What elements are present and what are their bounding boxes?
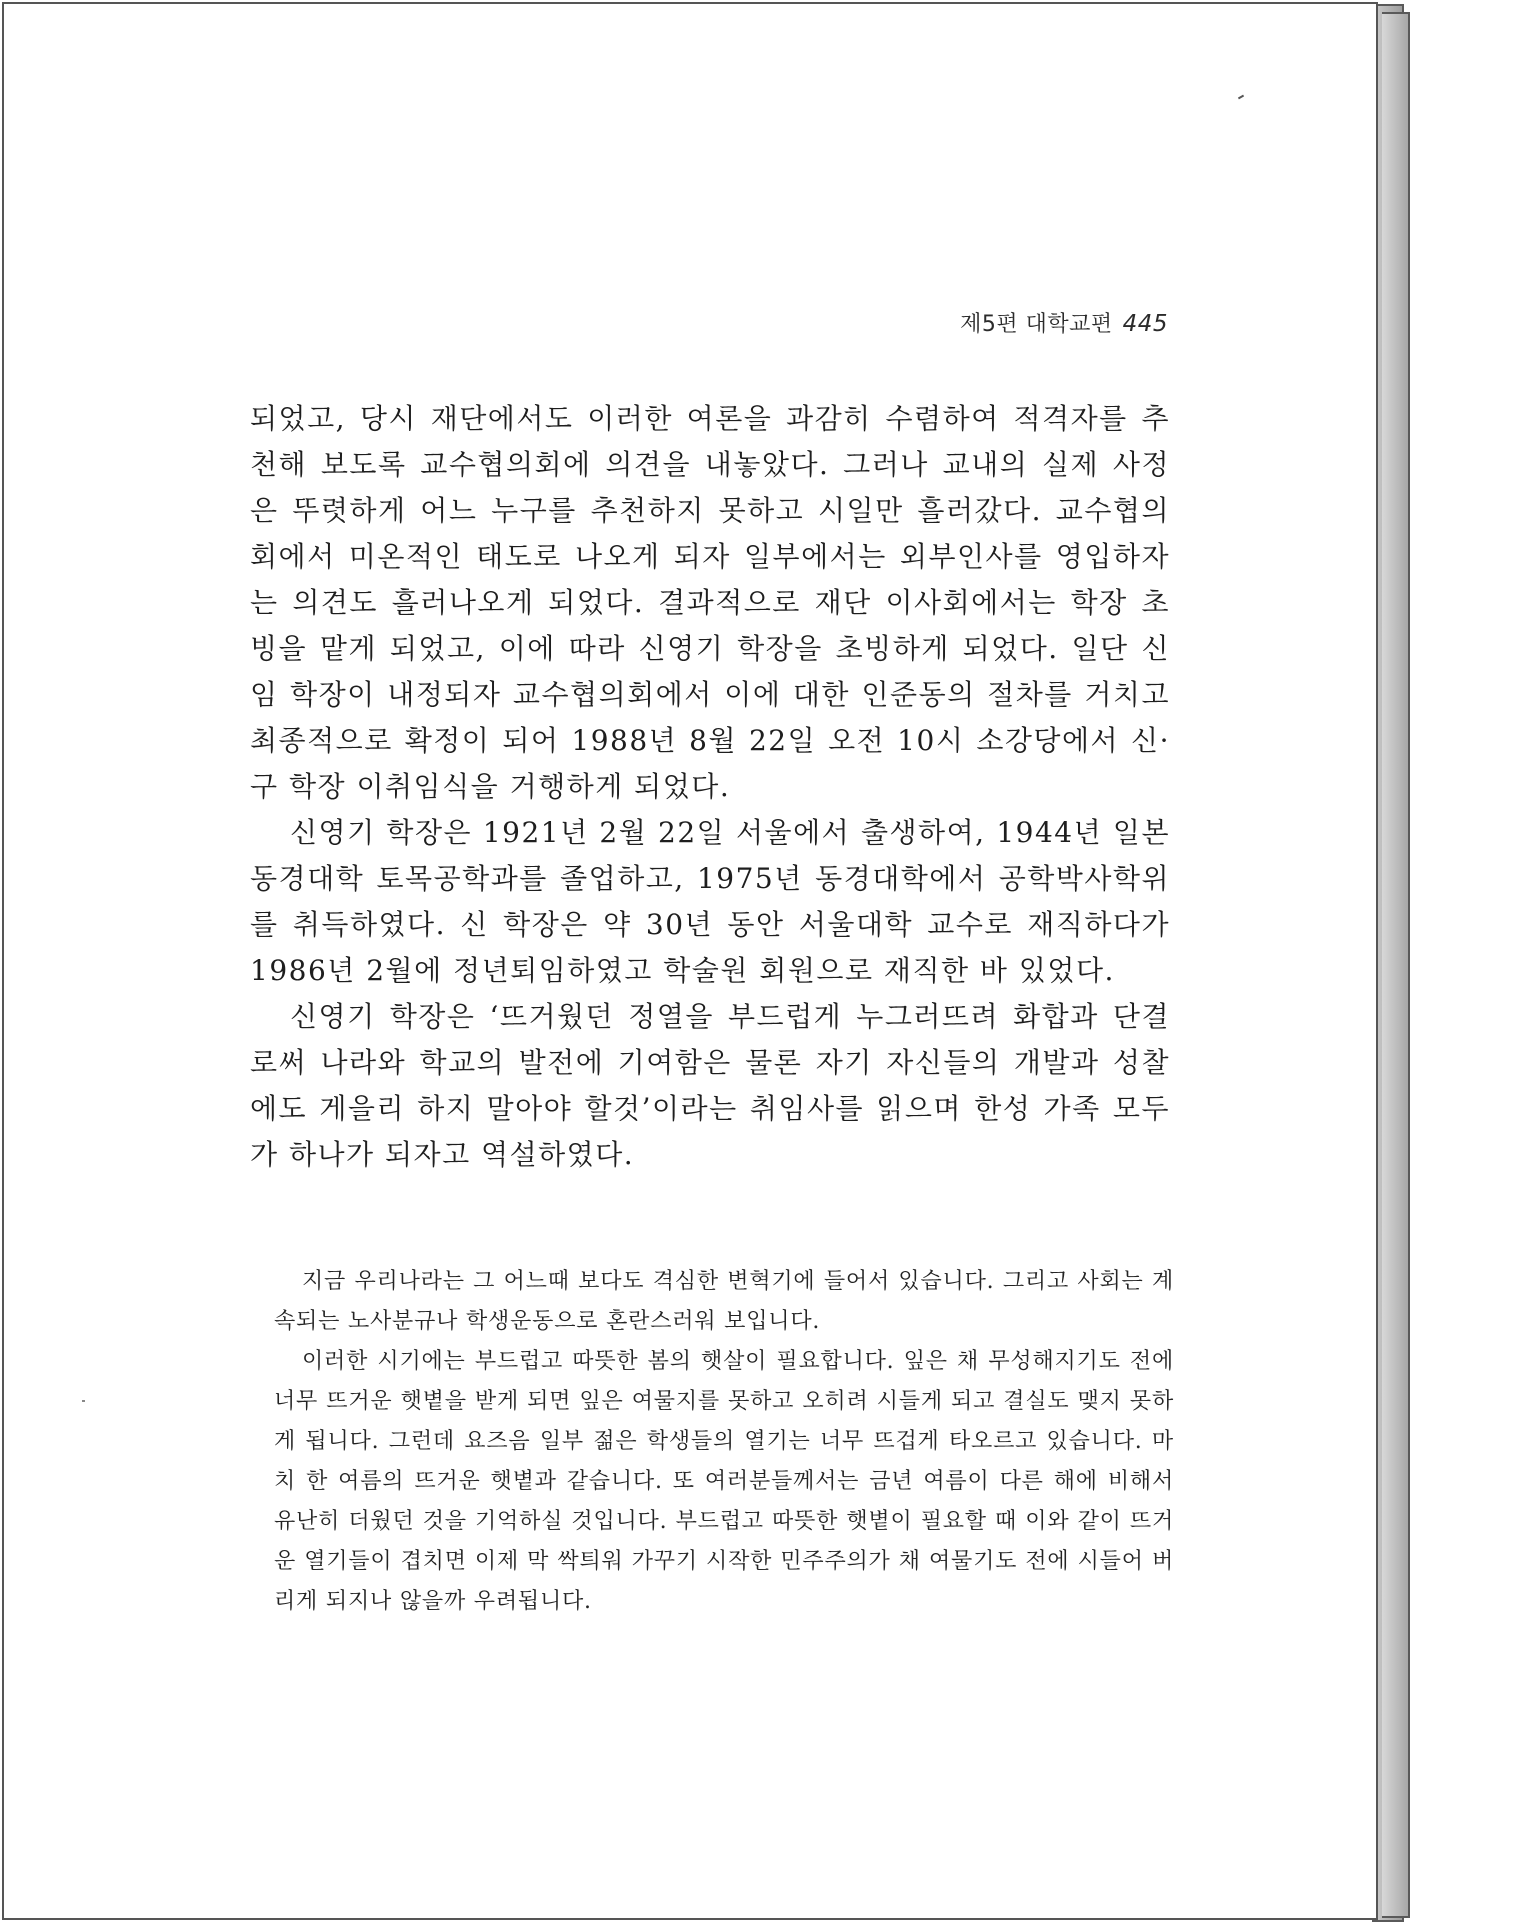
running-header [960,307,1168,338]
main-text [250,396,1170,1178]
scan-speck [1238,95,1244,100]
body-paragraph: 신영기 학장은 ‘뜨거웠던 정열을 부드럽게 누그러뜨려 화합과 단결로써 나라와 학교의 발전에 기여함은 물론 자기 자신들의 개발과 성찰에도 게을리 하지 말아야 할것’이라는 취임사를 읽으며 한성 가족 모두가 하나가 되자고 역설하였다. [250,1000,1170,1171]
body-paragraph: 되었고, 당시 재단에서도 이러한 여론을 과감히 수렴하여 적격자를 추천해 보도록 교수협의회에 의견을 내놓았다. 그러나 교내의 실제 사정은 뚜렷하게 어느 누구를 추천하지 못하고 시일만 흘러갔다. 교수협의회에서 미온적인 태도로 나오게 되자 일부에서는 외부인사를 영입하자는 의견도 흘러나오게 되었다. 결과적으로 재단 이사회에서는 학장 초빙을 맡게 되었고, 이에 따라 신영기 학장을 초빙하게 되었다. 일단 신임 학장이 내정되자 교수협의회에서 이에 대한 인준동의 절차를 거치고 최종적으로 확정이 되어 1988년 8월 22일 오전 10시 소강당에서 신·구 학장 이취임식을 거행하게 되었다. [250,402,1170,803]
speech-quote [274,1262,1174,1622]
section-title: 제5편 대학교편 [960,312,1113,337]
book-page [2,2,1378,1920]
quote-paragraph: 이러한 시기에는 부드럽고 따뜻한 봄의 햇살이 필요합니다. 잎은 채 무성해지기도 전에 너무 뜨거운 햇볕을 받게 되면 잎은 여물지를 못하고 오히려 시들게 되고 결실도 맺지 못하게 됩니다. 그런데 요즈음 일부 젊은 학생들의 열기는 너무 뜨겁게 타오르고 있습니다. 마치 한 여름의 뜨거운 햇볕과 같습니다. 또 여러분들께서는 금년 여름이 다른 해에 비해서 유난히 더웠던 것을 기억하실 것입니다. 부드럽고 따뜻한 햇볕이 필요할 때 이와 같이 뜨거운 열기들이 겹치면 이제 막 싹틔워 가꾸기 시작한 민주주의가 채 여물기도 전에 시들어 버리게 되지나 않을까 우려됩니다. [274,1349,1174,1614]
scan-speck [82,1400,85,1402]
page-stack-edge-inner [1382,12,1410,1918]
quote-paragraph: 지금 우리나라는 그 어느때 보다도 격심한 변혁기에 들어서 있습니다. 그리고 사회는 계속되는 노사분규나 학생운동으로 혼란스러워 보입니다. [274,1269,1174,1334]
body-paragraph: 신영기 학장은 1921년 2월 22일 서울에서 출생하여, 1944년 일본 동경대학 토목공학과를 졸업하고, 1975년 동경대학에서 공학박사학위를 취득하였다. 신 학장은 약 30년 동안 서울대학 교수로 재직하다가 1986년 2월에 정년퇴임하였고 학술원 회원으로 재직한 바 있었다. [250,816,1170,987]
page-number: 445 [1122,311,1168,337]
